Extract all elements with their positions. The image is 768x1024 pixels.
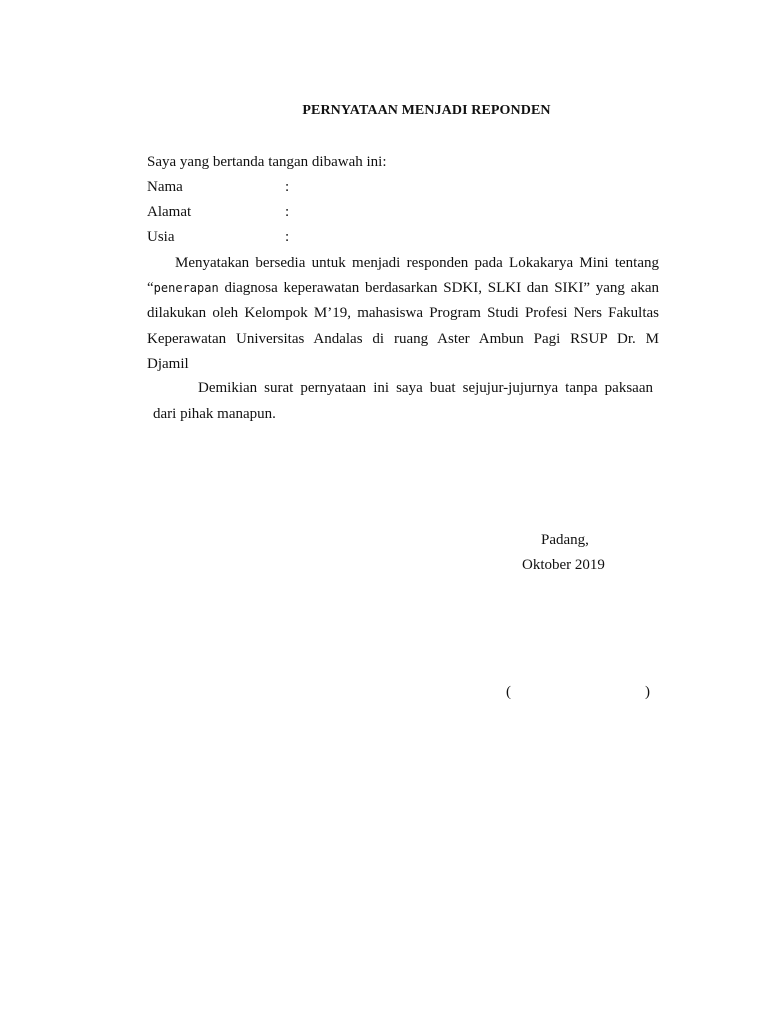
field-label-nama: Nama bbox=[147, 179, 183, 195]
statement-line-1: Menyatakan bersedia untuk menjadi responden pada Lokakarya Mini tentang bbox=[175, 255, 659, 271]
statement-line-2-rest: diagnosa keperawatan berdasarkan SDKI, SLKI dan SIKI” yang akan bbox=[218, 280, 659, 296]
statement-mono-word: penerapan bbox=[153, 281, 219, 295]
field-row-usia bbox=[147, 229, 347, 249]
statement-line-5: Djamil bbox=[147, 356, 189, 372]
place-text: Padang, bbox=[541, 532, 589, 548]
closing-line-2: dari pihak manapun. bbox=[153, 406, 276, 422]
closing-line-1: Demikian surat pernyataan ini saya buat sejujur-jujurnya tanpa paksaan bbox=[198, 380, 653, 396]
field-colon-nama: : bbox=[285, 179, 290, 195]
statement-line-3: dilakukan oleh Kelompok M’19, mahasiswa Program Studi Profesi Ners Fakultas bbox=[147, 305, 659, 321]
date-text: Oktober 2019 bbox=[522, 557, 605, 573]
statement-quote-open: “ bbox=[147, 280, 154, 296]
statement-line-4: Keperawatan Universitas Andalas di ruang Aster Ambun Pagi RSUP Dr. M bbox=[147, 331, 659, 347]
field-colon-usia: : bbox=[285, 229, 290, 245]
field-row-nama bbox=[147, 179, 347, 199]
field-label-usia: Usia bbox=[147, 229, 175, 245]
statement-line-2 bbox=[147, 280, 659, 302]
field-label-alamat: Alamat bbox=[147, 204, 192, 220]
intro-text: Saya yang bertanda tangan dibawah ini: bbox=[147, 154, 387, 170]
signature-paren-open: ( bbox=[506, 684, 511, 700]
signature-paren-close: ) bbox=[645, 684, 650, 700]
document-title: PERNYATAAN MENJADI REPONDEN bbox=[302, 103, 551, 118]
field-row-alamat bbox=[147, 204, 347, 224]
field-colon-alamat: : bbox=[285, 204, 290, 220]
